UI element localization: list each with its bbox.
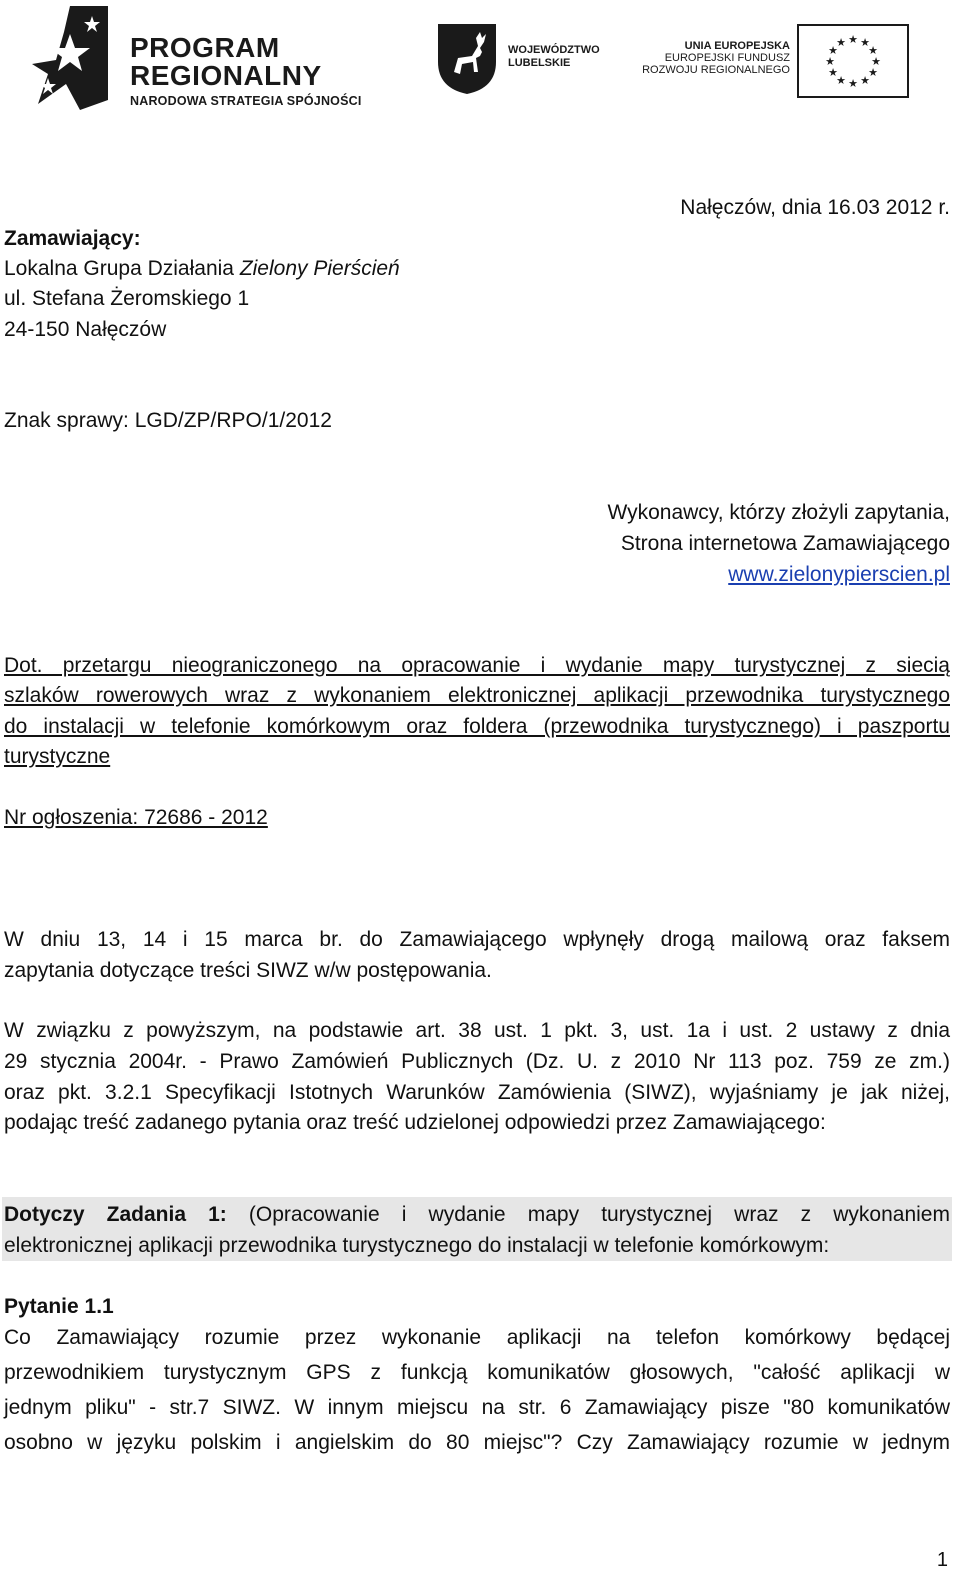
deer-shield-icon bbox=[436, 22, 498, 96]
task-label: Dotyczy Zadania 1: bbox=[4, 1203, 227, 1226]
announcement-number: Nr ogłoszenia: 72686 - 2012 bbox=[4, 806, 268, 829]
subject-line1: Dot. przetargu nieograniczonego na opracowanie i wydanie mapy turystycznej z siecią bbox=[4, 654, 950, 677]
svg-text:★: ★ bbox=[860, 36, 870, 49]
para2-line2: 29 stycznia 2004r. - Prawo Zamówień Publicznych (Dz. U. z 2010 Nr 113 poz. 759 ze zm.) bbox=[4, 1050, 950, 1073]
program-regionalny-emblem-icon bbox=[30, 4, 114, 114]
date-line: Nałęczów, dnia 16.03 2012 r. bbox=[680, 196, 950, 219]
svg-text:★: ★ bbox=[848, 77, 858, 90]
question-line4: osobno w języku polskim i angielskim do 80 miejsc"? Czy Zamawiający rozumie w jednym bbox=[4, 1431, 950, 1454]
website-link[interactable]: www.zielonypierscien.pl bbox=[728, 563, 950, 586]
svg-text:★: ★ bbox=[836, 36, 846, 49]
question-line2: przewodnikiem turystycznym GPS z funkcją komunikatów głosowych, "całość aplikacji w bbox=[4, 1361, 950, 1384]
case-reference: Znak sprawy: LGD/ZP/RPO/1/2012 bbox=[4, 409, 332, 432]
svg-text:★: ★ bbox=[828, 44, 838, 57]
svg-text:★: ★ bbox=[860, 74, 870, 87]
para2-line3: oraz pkt. 3.2.1 Specyfikacji Istotnych Warunków Zamówienia (SIWZ), wyjaśniamy je jak niżej, bbox=[4, 1081, 950, 1104]
para2-line1: W związku z powyższym, na podstawie art. 38 ust. 1 pkt. 3, ust. 1a i ust. 2 ustawy z dnia bbox=[4, 1019, 950, 1042]
svg-text:★: ★ bbox=[848, 33, 858, 46]
woj-line1: WOJEWÓDZTWO bbox=[508, 44, 600, 56]
task-line2: elektronicznej aplikacji przewodnika turystycznego do instalacji w telefonie komórkowym: bbox=[4, 1234, 830, 1257]
subject-line3: do instalacji w telefonie komórkowym oraz foldera (przewodnika turystycznego) i paszportu bbox=[4, 715, 950, 738]
svg-text:★: ★ bbox=[871, 55, 881, 68]
ue-line3: ROZWOJU REGIONALNEGO bbox=[642, 64, 790, 76]
subject-line2: szlaków rowerowych wraz z wykonaniem elektronicznej aplikacji przewodnika turystycznego bbox=[4, 684, 950, 707]
orderer-name-italic: Zielony Pierścień bbox=[239, 257, 400, 280]
recipients-line1: Wykonawcy, którzy złożyli zapytania, bbox=[607, 501, 950, 524]
svg-text:★: ★ bbox=[868, 66, 878, 79]
eu-flag-icon bbox=[797, 24, 909, 98]
orderer-name bbox=[4, 254, 400, 284]
para1-line1: W dniu 13, 14 i 15 marca br. do Zamawiającego wpłynęły drogą mailową oraz faksem bbox=[4, 928, 950, 951]
woj-line2: LUBELSKIE bbox=[508, 57, 571, 69]
program-line1: PROGRAM bbox=[130, 32, 280, 63]
ue-line1: UNIA EUROPEJSKA bbox=[684, 40, 790, 52]
subject-line4: turystyczne bbox=[4, 745, 111, 768]
task-line1-rest: (Opracowanie i wydanie mapy turystycznej wraz z wykonaniem bbox=[226, 1203, 950, 1226]
svg-text:★: ★ bbox=[828, 66, 838, 79]
program-line2: REGIONALNY bbox=[130, 60, 322, 91]
svg-text:★: ★ bbox=[836, 74, 846, 87]
wojewodztwo-lubelskie-logo bbox=[436, 22, 616, 98]
ue-line2: EUROPEJSKI FUNDUSZ bbox=[664, 52, 790, 64]
orderer-street: ul. Stefana Żeromskiego 1 bbox=[4, 287, 250, 310]
question-line1: Co Zamawiający rozumie przez wykonanie aplikacji na telefon komórkowy będącej bbox=[4, 1326, 950, 1349]
orderer-city: 24-150 Nałęczów bbox=[4, 318, 167, 341]
recipients-line2: Strona internetowa Zamawiającego bbox=[620, 532, 950, 555]
orderer-label: Zamawiający: bbox=[4, 227, 141, 250]
program-regionalny-logo bbox=[30, 4, 390, 116]
program-subtitle: NARODOWA STRATEGIA SPÓJNOŚCI bbox=[130, 94, 362, 108]
svg-text:★: ★ bbox=[868, 44, 878, 57]
question-line3: jednym pliku" - str.7 SIWZ. W innym miejscu na str. 6 Zamawiający pisze "80 komunikatów bbox=[4, 1396, 950, 1419]
ue-text-block bbox=[640, 40, 790, 76]
question-label: Pytanie 1.1 bbox=[4, 1295, 114, 1318]
page-number: 1 bbox=[936, 1549, 948, 1571]
svg-text:★: ★ bbox=[825, 55, 835, 68]
para1-line2: zapytania dotyczące treści SIWZ w/w postępowania. bbox=[4, 959, 492, 982]
orderer-name-prefix: Lokalna Grupa Działania bbox=[4, 257, 240, 280]
task-line1 bbox=[4, 1200, 950, 1230]
para2-line4: podając treść zadanego pytania oraz treść udzielonej odpowiedzi przez Zamawiającego: bbox=[4, 1111, 826, 1134]
